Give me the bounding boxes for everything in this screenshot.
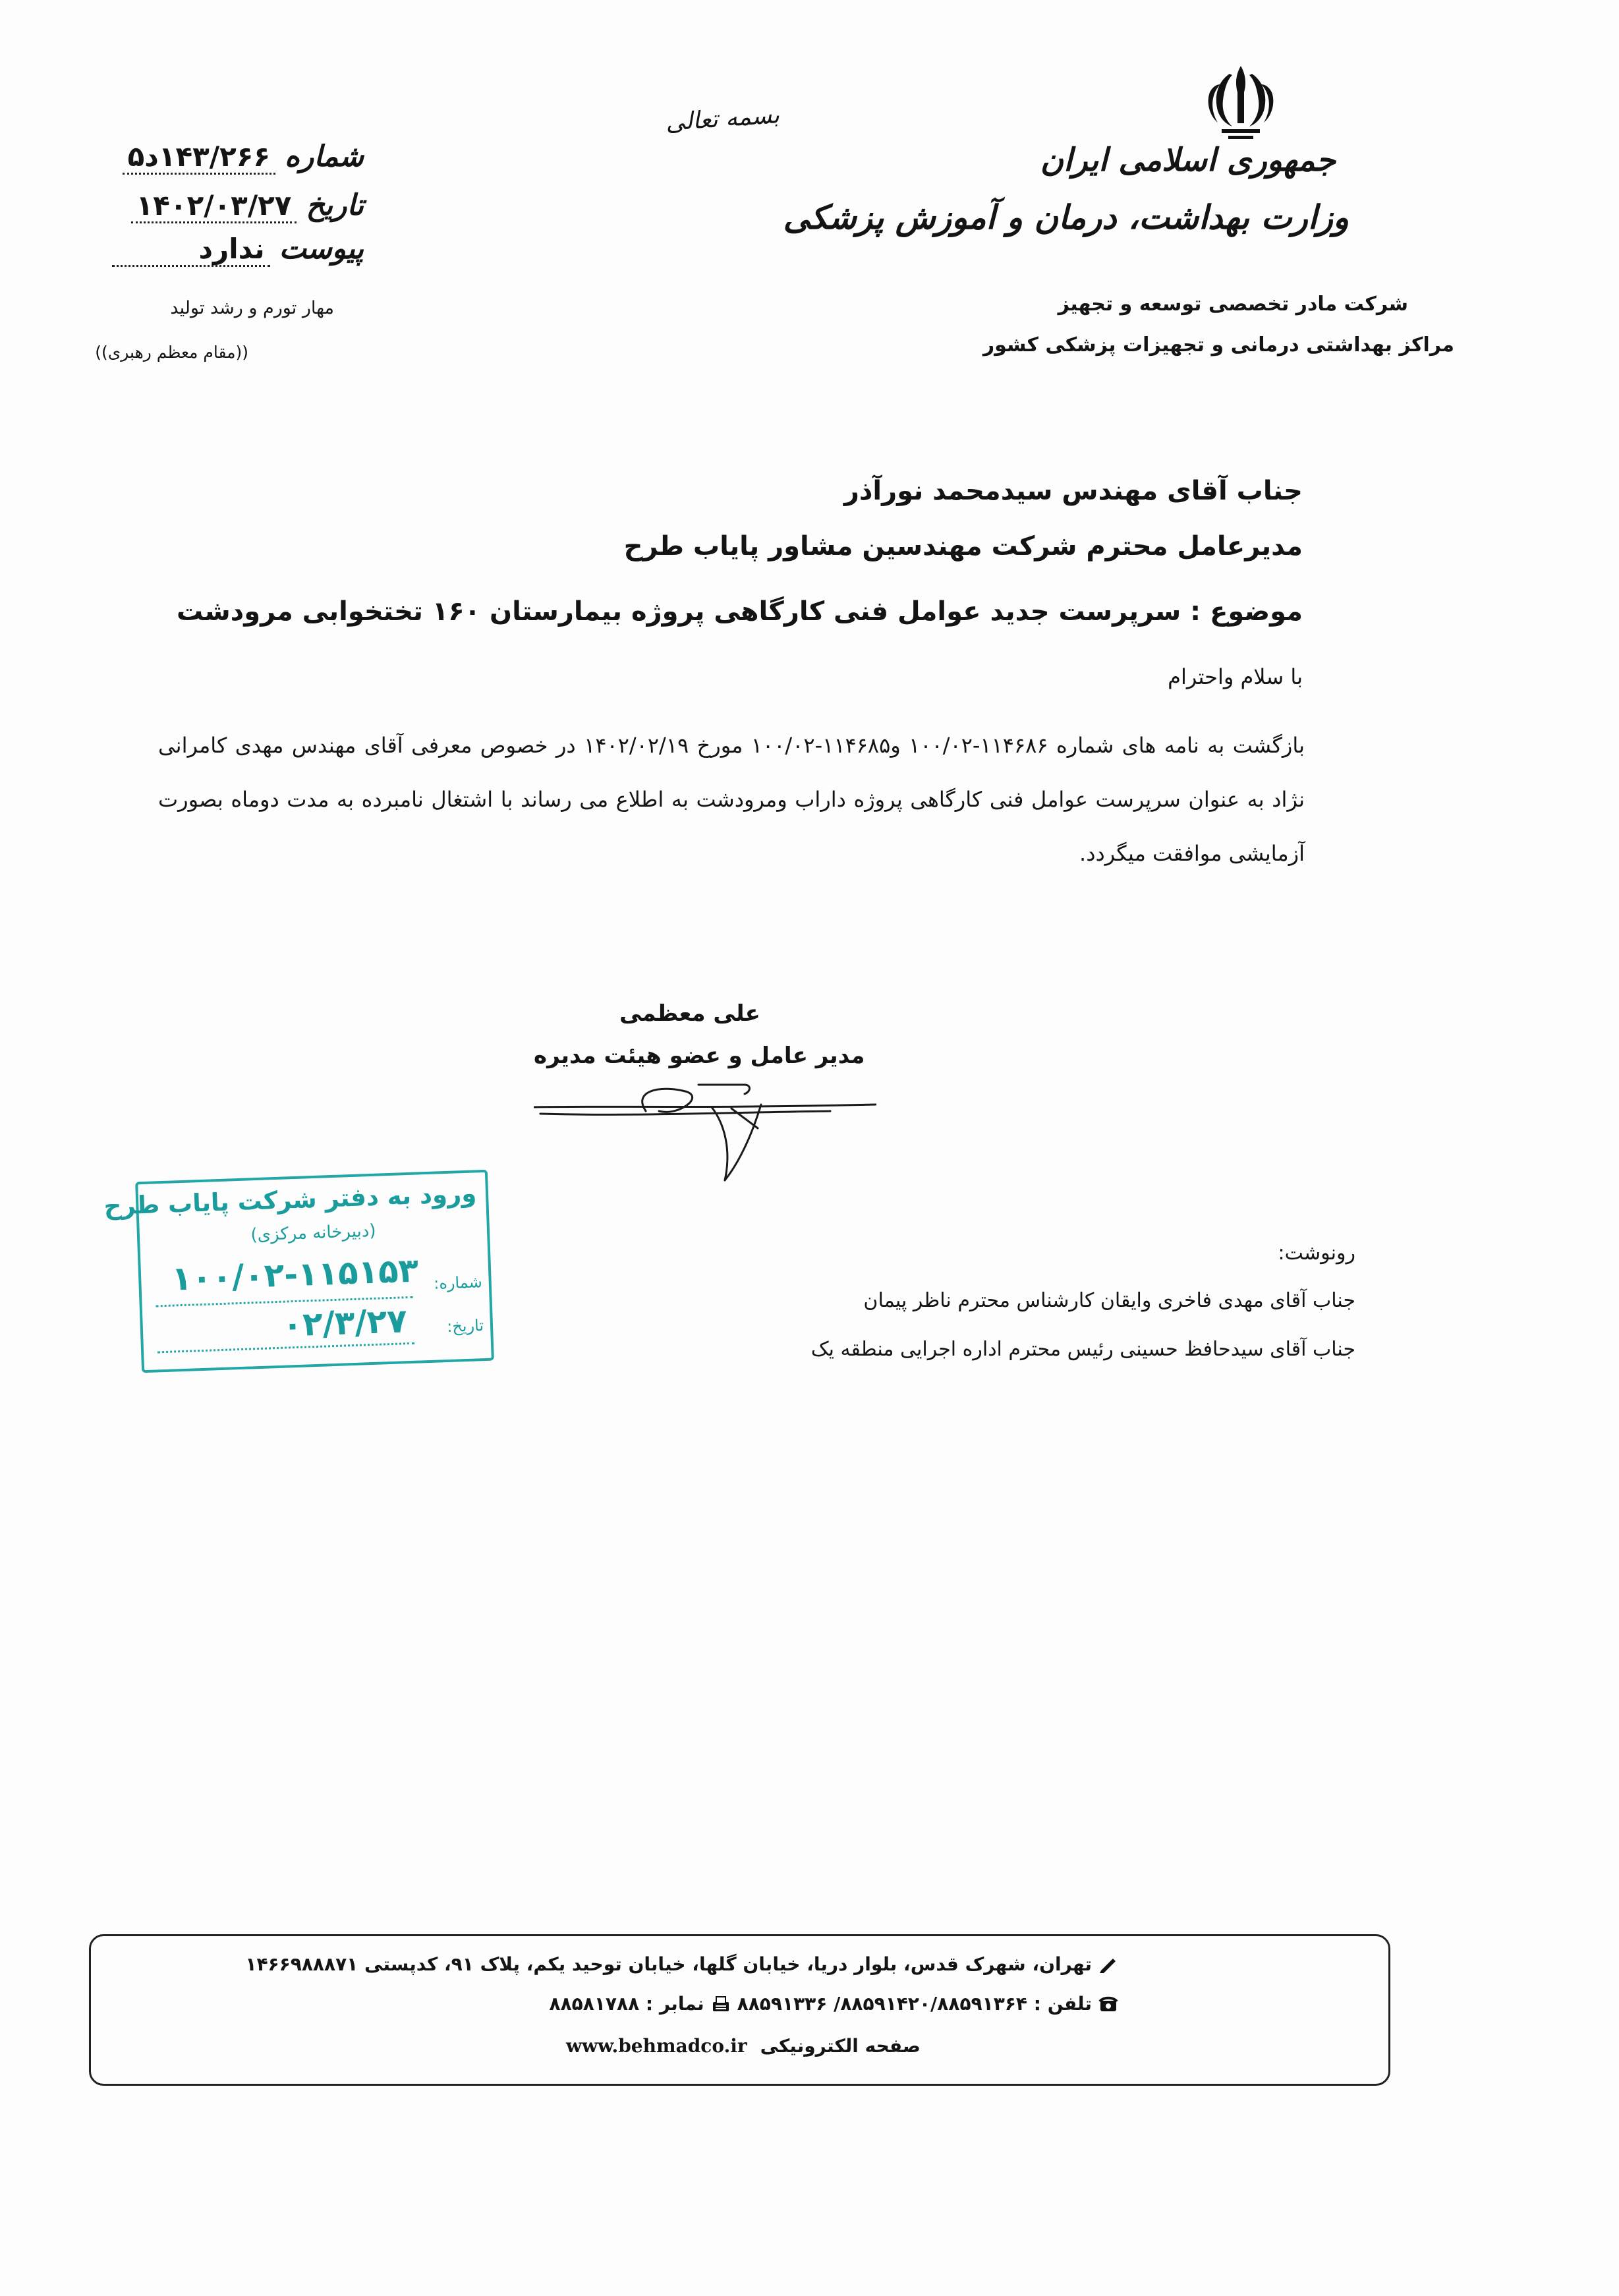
company-name-line-2: مراکز بهداشتی درمانی و تجهیزات پزشکی کشور bbox=[982, 333, 1454, 357]
cc-recipient: جناب آقای سیدحافظ حسینی رئیس محترم اداره اجرایی منطقه یک bbox=[810, 1338, 1355, 1361]
ministry-country-name: جمهوری اسلامی ایران bbox=[1040, 142, 1336, 179]
signer-title: مدیر عامل و عضو هیئت مدیره bbox=[534, 1043, 865, 1069]
letter-date bbox=[131, 188, 364, 223]
footer-address-row bbox=[245, 1953, 1118, 1975]
letter-attachment bbox=[112, 232, 364, 267]
addressee-title: مدیرعامل محترم شرکت مهندسین مشاور پایاب طرح bbox=[623, 531, 1303, 561]
stamp-subtitle: (دبیرخانه مرکزی) bbox=[250, 1220, 376, 1246]
letter-attachment-value: ندارد bbox=[112, 233, 270, 267]
letter-number-value: ۱۴۳/۲۶۶د۵ bbox=[123, 140, 275, 175]
besmeh-heading: بسمه تعالی bbox=[664, 101, 781, 136]
slogan-text: مهار تورم و رشد تولید bbox=[170, 298, 334, 318]
footer-phone-row bbox=[549, 1993, 1118, 2015]
company-name-line-1: شرکت مادر تخصصی توسعه و تجهیز bbox=[1058, 293, 1408, 316]
letter-date-value: ۱۴۰۲/۰۳/۲۷ bbox=[131, 189, 297, 223]
letter-body: بازگشت به نامه های شماره ۱۱۴۶۸۶-۱۰۰/۰۲ و۱۱۴۶۸۵-۱۰۰/۰۲ مورخ ۱۴۰۲/۰۲/۱۹ در خصوص معرفی آقای مهندس مهدی کامرانی نژاد به عنوان سرپرست عوامل فنی کارگاهی پروژه داراب ومرودشت به اطلاع می رساند با اشتغال نامبرده به مدت دوماه بصورت آزمایشی موافقت میگردد. bbox=[158, 733, 1305, 866]
iran-emblem-icon bbox=[1191, 61, 1290, 146]
letter-number bbox=[123, 140, 364, 175]
footer-address: تهران، شهرک قدس، بلوار دریا، خیابان گلها، خیابان توحید یکم، پلاک ۹۱، کدپستی ۱۴۶۶۹۸۸۸۷۱ bbox=[245, 1953, 1092, 1975]
cc-recipient: جناب آقای مهدی فاخری وایقان کارشناس محترم ناظر پیمان bbox=[863, 1289, 1355, 1312]
fax-icon bbox=[711, 1995, 731, 2013]
received-stamp bbox=[103, 1170, 494, 1373]
signer-name: علی معظمی bbox=[619, 1000, 760, 1027]
footer-web-row bbox=[566, 2035, 921, 2057]
addressee-name: جناب آقای مهندس سیدمحمد نورآذر bbox=[843, 476, 1303, 506]
telephone-icon bbox=[1098, 1995, 1118, 2013]
stamp-number-label: شماره: bbox=[433, 1273, 483, 1293]
letter-greeting: با سلام واحترام bbox=[1168, 664, 1303, 689]
stamp-number-value: ۱۰۰/۰۲-۱۱۵۱۵۳ bbox=[171, 1251, 420, 1298]
stamp-date-value: ۰۲/۳/۲۷ bbox=[281, 1302, 408, 1344]
stamp-date-label: تاریخ: bbox=[446, 1316, 484, 1336]
letter-number-label: شماره bbox=[284, 140, 364, 173]
footer-website-link[interactable]: www.behmadco.ir bbox=[565, 2035, 747, 2057]
letter-footer bbox=[89, 1934, 1390, 2086]
pen-icon bbox=[1098, 1956, 1118, 1973]
footer-fax: نمابر : ۸۸۵۸۱۷۸۸ bbox=[549, 1993, 704, 2015]
footer-phone: تلفن : ۸۸۵۹۱۴۲۰/۸۸۵۹۱۳۶۴/ ۸۸۵۹۱۳۳۶ bbox=[737, 1993, 1092, 2015]
ministry-name: وزارت بهداشت، درمان و آموزش پزشکی bbox=[783, 198, 1349, 237]
cc-title: رونوشت: bbox=[1278, 1242, 1355, 1265]
handwritten-signature bbox=[534, 1065, 876, 1184]
letter-date-label: تاریخ bbox=[306, 188, 364, 222]
letter-subject: موضوع : سرپرست جدید عوامل فنی کارگاهی پروژه بیمارستان ۱۶۰ تختخوابی مرودشت bbox=[177, 596, 1303, 627]
stamp-title: ورود به دفتر شرکت پایاب طرح bbox=[103, 1179, 477, 1221]
letter-attachment-label: پیوست bbox=[279, 232, 364, 266]
footer-web-label: صفحه الکترونیکی bbox=[760, 2035, 921, 2057]
slogan-attribution: ((مقام معظم رهبری)) bbox=[95, 343, 248, 362]
